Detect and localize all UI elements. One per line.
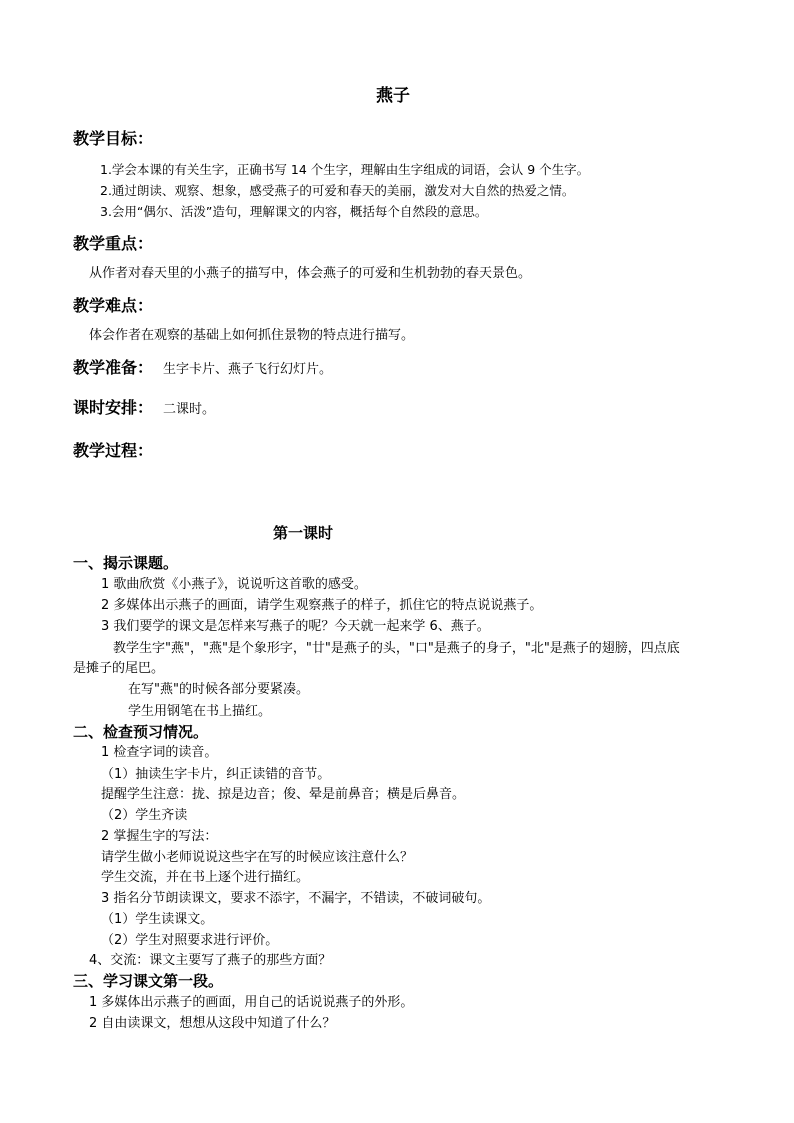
key-points-heading: 教学重点： — [73, 234, 154, 253]
section-line: 学生用钢笔在书上描红。 — [128, 704, 272, 719]
section-line: 是摊子的尾巴。 — [73, 661, 165, 676]
section-heading: 二、检查预习情况。 — [73, 723, 209, 741]
document-title: 燕子 — [376, 86, 410, 106]
schedule-heading: 课时安排： — [73, 398, 154, 417]
preparation-text: 生字卡片、燕子飞行幻灯片。 — [163, 362, 333, 377]
section-line: （2）学生齐读 — [101, 808, 188, 823]
section-line: 1 多媒体出示燕子的画面，用自己的话说说燕子的外形。 — [89, 995, 414, 1010]
objective-item: 2.通过朗读、观察、想象，感受燕子的可爱和春天的美丽，激发对大自然的热爱之情。 — [100, 183, 575, 198]
section-heading: 一、揭示课题。 — [73, 554, 179, 572]
lesson-heading: 第一课时 — [273, 524, 334, 542]
section-line: （1）学生读课文。 — [101, 912, 214, 927]
section-line: 1 歌曲欣赏《小燕子》，说说听这首歌的感受。 — [101, 577, 367, 592]
section-line: 3 指名分节朗读课文，要求不添字，不漏字，不错读，不破词破句。 — [101, 891, 491, 906]
difficulties-text: 体会作者在观察的基础上如何抓住景物的特点进行描写。 — [89, 328, 415, 343]
difficulties-heading: 教学难点： — [73, 296, 154, 315]
section-line: 在写"燕"的时候各部分要紧凑。 — [128, 682, 309, 697]
objective-item: 3.会用“偶尔、活泼”造句，理解课文的内容，概括每个自然段的意思。 — [100, 204, 488, 219]
section-line: 学生交流，并在书上逐个进行描红。 — [101, 870, 310, 885]
schedule-text: 二课时。 — [163, 402, 216, 417]
section-line: （2）学生对照要求进行评价。 — [101, 933, 279, 948]
section-line: 教学生字"燕"，"燕"是个象形字，"廿"是燕子的头，"口"是燕子的身子，"北"是燕子的翅膀，四点底 — [113, 641, 680, 656]
section-heading: 三、学习课文第一段。 — [73, 972, 224, 990]
section-line: 2 自由读课文，想想从这段中知道了什么？ — [89, 1016, 336, 1031]
key-points-text: 从作者对春天里的小燕子的描写中，体会燕子的可爱和生机勃勃的春天景色。 — [89, 266, 532, 281]
preparation-heading: 教学准备： — [73, 358, 154, 377]
section-line: （1）抽读生字卡片，纠正读错的音节。 — [101, 767, 331, 782]
section-line: 4、交流：课文主要写了燕子的那些方面？ — [89, 953, 332, 968]
section-line: 请学生做小老师说说这些字在写的时候应该注意什么？ — [101, 850, 414, 865]
section-line: 1 检查字词的读音。 — [101, 745, 218, 760]
section-line: 3 我们要学的课文是怎样来写燕子的呢？今天就一起来学 6、燕子。 — [101, 619, 490, 634]
section-line: 2 多媒体出示燕子的画面，请学生观察燕子的样子，抓住它的特点说说燕子。 — [101, 598, 543, 613]
process-heading: 教学过程： — [73, 441, 154, 460]
section-line: 提醒学生注意：拢、掠是边音；俊、晕是前鼻音；横是后鼻音。 — [101, 787, 466, 802]
section-line: 2 掌握生字的写法： — [101, 829, 218, 844]
objectives-heading: 教学目标： — [73, 129, 154, 148]
objective-item: 1.学会本课的有关生字，正确书写 14 个生字，理解由生字组成的词语，会认 9 个生字。 — [100, 162, 590, 177]
